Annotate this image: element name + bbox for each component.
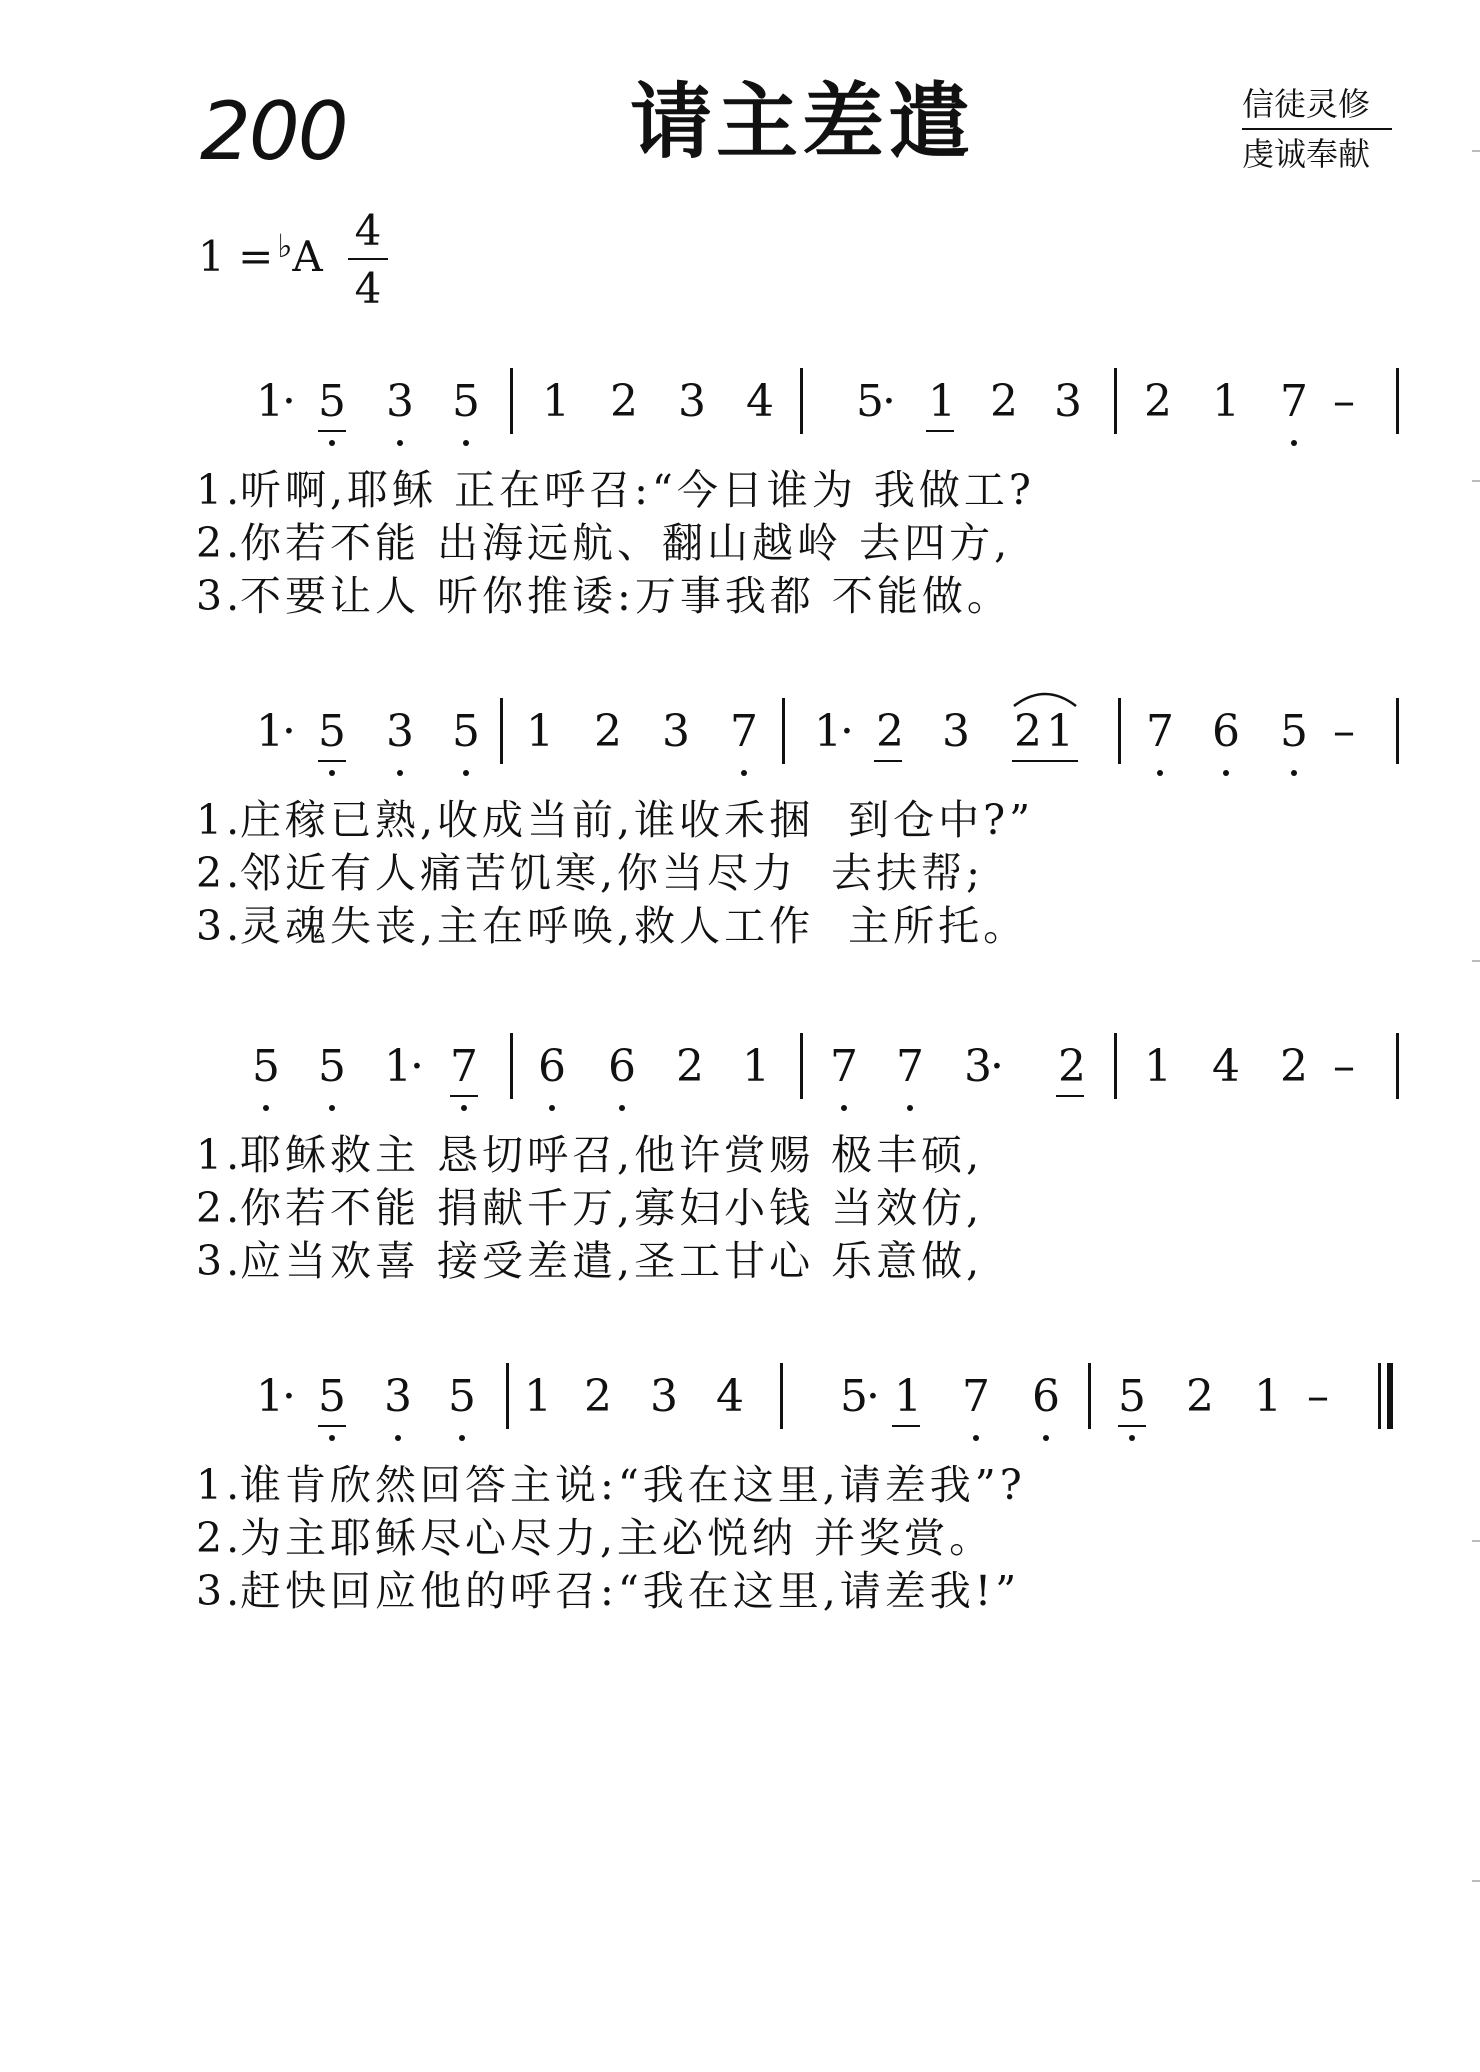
credits	[1242, 85, 1392, 173]
note: 7	[896, 1041, 924, 1092]
note: 1	[928, 376, 956, 427]
time-signature	[348, 206, 388, 313]
lower-dot	[329, 1105, 335, 1111]
barline	[1396, 368, 1399, 434]
note: 7	[1280, 376, 1308, 427]
lower-dot	[397, 770, 403, 776]
tie-arc	[1010, 686, 1080, 710]
barline	[800, 1033, 803, 1099]
note: 1 ·	[256, 1371, 296, 1422]
note: 7	[730, 706, 758, 757]
credit-editor: 虔诚奉献	[1242, 135, 1371, 173]
key-signature	[198, 227, 323, 281]
lyric-line: 3.不要让人 听你推诿:万事我都 不能做。	[196, 572, 1012, 620]
barline	[510, 368, 513, 434]
note: 1	[542, 376, 570, 427]
lyric-line: 2.为主耶稣尽心尽力,主必悦纳 并奖赏。	[196, 1514, 995, 1562]
note: 5	[252, 1041, 280, 1092]
lower-dot	[841, 1105, 847, 1111]
note: 1	[524, 1371, 552, 1422]
lower-dot	[463, 770, 469, 776]
barline	[500, 698, 503, 764]
flat-sign: ♭	[277, 227, 293, 265]
final-barline	[1378, 1363, 1393, 1429]
note: 2	[876, 706, 904, 757]
scan-artifact	[1472, 1880, 1480, 1882]
note: 1	[1254, 1371, 1282, 1422]
note: 1 ·	[256, 376, 296, 427]
note: 2	[1144, 376, 1172, 427]
note: 3	[678, 376, 706, 427]
lyric-line: 1.谁肯欣然回答主说:“我在这里,请差我”?	[196, 1461, 1026, 1509]
lower-dot	[549, 1105, 555, 1111]
underline	[874, 760, 902, 762]
note: 2	[1280, 1041, 1308, 1092]
lower-dot	[329, 1435, 335, 1441]
note: 4	[1212, 1041, 1240, 1092]
time-signature-bar	[348, 258, 388, 260]
note: 5	[318, 1371, 346, 1422]
note: 5	[1280, 706, 1308, 757]
note: 2	[676, 1041, 704, 1092]
note: 3 ·	[964, 1041, 1004, 1092]
lower-dot	[397, 440, 403, 446]
lyric-line: 3.应当欢喜 接受差遣,圣工甘心 乐意做,	[196, 1237, 984, 1285]
notation-line	[0, 376, 1480, 470]
note: 3	[384, 1371, 412, 1422]
lyric-line: 3.灵魂失丧,主在呼唤,救人工作 主所托。	[196, 902, 1029, 950]
lyrics	[196, 464, 1035, 623]
lyric-line: 1.庄稼已熟,收成当前,谁收禾捆 到仓中?”	[196, 796, 1035, 844]
note: 3	[386, 376, 414, 427]
lyric-line: 2.你若不能 捐献千万,寡妇小钱 当效仿,	[196, 1184, 984, 1232]
barline	[1118, 698, 1121, 764]
barline	[1088, 1363, 1091, 1429]
barline	[1114, 368, 1117, 434]
note: 2	[1058, 1041, 1086, 1092]
lyrics	[196, 794, 1034, 953]
lyric-line: 3.赶快回应他的呼召:“我在这里,请差我!”	[196, 1567, 1021, 1615]
barline	[506, 1363, 509, 1429]
note: 4	[746, 376, 774, 427]
credit-divider	[1242, 128, 1392, 130]
hymn-title: 请主差遣	[630, 75, 975, 170]
barline	[782, 698, 785, 764]
notation-line	[0, 1041, 1480, 1135]
underline	[450, 1095, 478, 1097]
lyric-line: 2.你若不能 出海远航、翻山越岭 去四方,	[196, 519, 1012, 567]
underline	[318, 1425, 346, 1427]
barline	[800, 368, 803, 434]
lower-dot	[973, 1435, 979, 1441]
note: 2	[990, 376, 1018, 427]
underline	[926, 430, 954, 432]
time-denominator: 4	[354, 264, 382, 313]
note: 5	[452, 376, 480, 427]
note: –	[1333, 706, 1355, 757]
lower-dot	[263, 1105, 269, 1111]
lower-dot	[1223, 770, 1229, 776]
note: 2	[1186, 1371, 1214, 1422]
note: 1 ·	[384, 1041, 424, 1092]
note: 5 ·	[856, 376, 896, 427]
barline	[510, 1033, 513, 1099]
credit-author: 信徒灵修	[1242, 85, 1371, 123]
barline	[1396, 1033, 1399, 1099]
barline	[780, 1363, 783, 1429]
note: 3	[1054, 376, 1082, 427]
barline	[1114, 1033, 1117, 1099]
underline	[318, 430, 346, 432]
lower-dot	[329, 440, 335, 446]
notation-line	[0, 1371, 1480, 1465]
note: 6	[1032, 1371, 1060, 1422]
hymn-number: 200	[200, 85, 347, 178]
note: 7	[1146, 706, 1174, 757]
note: 1	[1144, 1041, 1172, 1092]
lower-dot	[1291, 440, 1297, 446]
lower-dot	[463, 440, 469, 446]
note: 1	[894, 1371, 922, 1422]
lyric-line: 1.听啊,耶稣 正在呼召:“今日谁为 我做工?	[196, 466, 1035, 514]
underline	[1118, 1425, 1146, 1427]
note: 5	[318, 376, 346, 427]
note: 5 ·	[840, 1371, 880, 1422]
lower-dot	[1291, 770, 1297, 776]
lower-dot	[907, 1105, 913, 1111]
lower-dot	[619, 1105, 625, 1111]
note: 5	[318, 706, 346, 757]
note: 6	[608, 1041, 636, 1092]
note: 3	[386, 706, 414, 757]
note: 5	[448, 1371, 476, 1422]
note: 2	[610, 376, 638, 427]
lower-dot	[741, 770, 747, 776]
scan-artifact	[1472, 480, 1480, 482]
underline	[1056, 1095, 1084, 1097]
notation-line	[0, 706, 1480, 800]
note: –	[1307, 1371, 1329, 1422]
note: 1	[526, 706, 554, 757]
note: 2	[1014, 706, 1042, 757]
note: 3	[942, 706, 970, 757]
lower-dot	[461, 1105, 467, 1111]
note: 1	[742, 1041, 770, 1092]
note: 6	[1212, 706, 1240, 757]
scan-artifact	[1472, 960, 1480, 962]
note: 7	[830, 1041, 858, 1092]
note: 3	[662, 706, 690, 757]
underline	[892, 1425, 920, 1427]
lower-dot	[329, 770, 335, 776]
scan-artifact	[1472, 1540, 1480, 1542]
key-tonic: A	[292, 232, 323, 281]
underline	[1012, 760, 1078, 762]
lyric-line: 1.耶稣救主 恳切呼召,他许赏赐 极丰硕,	[196, 1131, 984, 1179]
lower-dot	[395, 1435, 401, 1441]
note: 1	[1046, 706, 1074, 757]
note: 7	[450, 1041, 478, 1092]
note: 1	[1212, 376, 1240, 427]
note: 1 ·	[256, 706, 296, 757]
note: 3	[650, 1371, 678, 1422]
lower-dot	[459, 1435, 465, 1441]
lower-dot	[1157, 770, 1163, 776]
note: –	[1333, 1041, 1355, 1092]
note: 5	[452, 706, 480, 757]
note: 5	[1118, 1371, 1146, 1422]
note: 7	[962, 1371, 990, 1422]
note: 2	[584, 1371, 612, 1422]
note: 5	[318, 1041, 346, 1092]
underline	[318, 760, 346, 762]
key-prefix: 1 =	[198, 232, 274, 281]
lyric-line: 2.邻近有人痛苦饥寒,你当尽力 去扶帮;	[196, 849, 984, 897]
lyrics	[196, 1459, 1026, 1618]
time-numerator: 4	[354, 206, 382, 255]
lyrics	[196, 1129, 983, 1288]
note: 1 ·	[814, 706, 854, 757]
note: 4	[716, 1371, 744, 1422]
note: 6	[538, 1041, 566, 1092]
lower-dot	[1129, 1435, 1135, 1441]
lower-dot	[1043, 1435, 1049, 1441]
note: 2	[594, 706, 622, 757]
scan-artifact	[1472, 150, 1480, 152]
note: –	[1333, 376, 1355, 427]
barline	[1396, 698, 1399, 764]
